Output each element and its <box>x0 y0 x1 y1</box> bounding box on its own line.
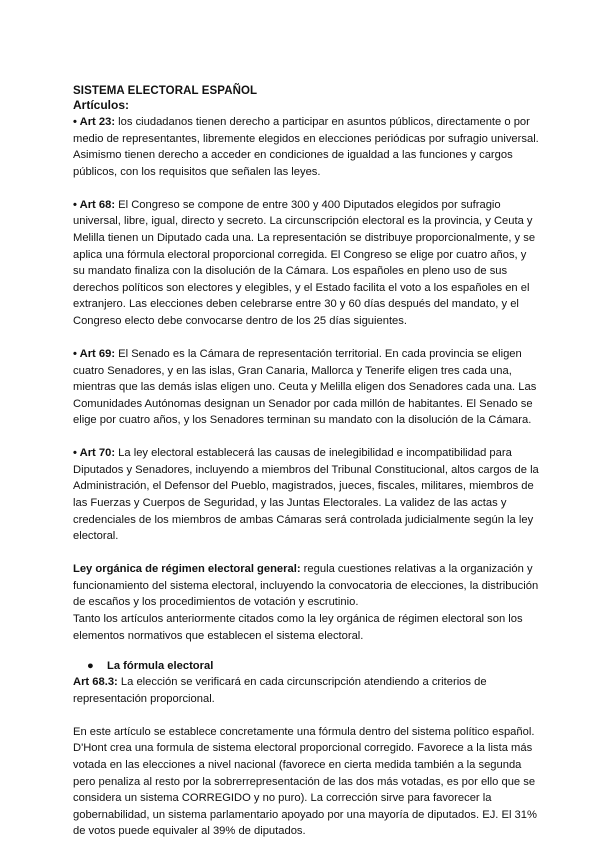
ley-organica-label: Ley orgánica de régimen electoral general: <box>73 563 301 576</box>
final-paragraph: En este artículo se establece concretamente una fórmula dentro del sistema político español. D'Hont crea una formula de sistema electoral proporcional corregido. Favorece a la lista más votada en las elecciones a nivel nacional (favorece en cierta medida también a la segunda pero penaliza al resto por la sobrerrepresentación de las dos más votadas, es por ello que se considera un sistema CORREGIDO y no puro). La corrección sirve para favorecer la gobernabilidad, un sistema parlamentario apoyado por una mayoría de diputados. EJ. El 31% de votos puede equivaler al 39% de diputados. <box>73 725 537 838</box>
section-subtitle: Artículos: <box>73 98 130 112</box>
article-70-label: • Art 70: <box>73 447 116 460</box>
article-23-label: • Art 23: <box>73 116 116 128</box>
article-69-text: El Senado es la Cámara de representación territorial. En cada provincia se eligen cuatro Senadores, y en las islas, Gran Canaria, Mallorca y Tenerife eligen tres cada una, mientras que las demás islas eligen uno. Ceuta y Melilla eligen dos Senadores cada una. Las Comunidades Autónomas designan un Senador por cada millón de habitantes. El Senado se elige por cuatro años, y los Senadores terminan su mandato con la disolución de la Cámara. <box>73 347 537 427</box>
article-68-3 <box>73 674 540 707</box>
article-68-text: El Congreso se compone de entre 300 y 400 Diputados elegidos por sufragio universal, libre, igual, directo y secreto. La circunscripción electoral es la provincia, y Ceuta y Melilla tienen un Diputado cada una. La representación se distribuye proporcionalmente, y se aplica una fórmula electoral proporcional corregida. El Congreso se elige por cuatro años, y su mandato finaliza con la disolución de la Cámara. Los españoles en pleno uso de sus derechos políticos son electores y elegibles, y el Estado facilita el voto a los españoles en el extranjero. Las elecciones deben celebrarse entre 30 y 60 días después del mandato, y el Congreso electo debe convocarse dentro de los 25 días siguientes. <box>73 198 536 327</box>
formula-heading-text: La fórmula electoral <box>107 660 214 673</box>
article-68-label: • Art 68: <box>73 198 116 211</box>
article-23-text: los ciudadanos tienen derecho a participar en asuntos públicos, directamente o por medio de representantes, libremente elegidos en elecciones periódicas por sufragio universal. Asimismo tienen derecho a acceder en condiciones de igualdad a las funciones y cargos públicos, con los requisitos que señalen las leyes. <box>73 116 539 178</box>
article-68-3-label: Art 68.3: <box>73 676 118 689</box>
formula-heading <box>73 659 540 674</box>
article-68-3-text: La elección se verificará en cada circunscripción atendiendo a criterios de representación proporcional. <box>73 676 487 705</box>
page-title: SISTEMA ELECTORAL ESPAÑOL <box>73 85 258 97</box>
ley-organica-paragraph <box>73 561 540 611</box>
ley-organica-text: regula cuestiones relativas a la organización y funcionamiento del sistema electoral, incluyendo la convocatoria de elecciones, la distribución de escaños y los procedimientos de votación y escrutinio. <box>73 563 539 609</box>
summary-paragraph: Tanto los artículos anteriormente citados como la ley orgánica de régimen electoral son los elementos normativos que establecen el sistema electoral. <box>73 613 523 642</box>
article-70 <box>73 445 540 545</box>
article-70-text: La ley electoral establecerá las causas de inelegibilidad e incompatibilidad para Diputados y Senadores, incluyendo a miembros del Tribunal Constitucional, altos cargos de la Administración, el Defensor del Pueblo, magistrados, jueces, fiscales, militares, miembros de las Fuerzas y Cuerpos de Seguridad, y las Juntas Electorales. La validez de las actas y credenciales de los miembros de ambas Cámaras será controlada judicialmente según la ley electoral. <box>73 447 539 543</box>
article-23 <box>73 114 540 180</box>
article-69-label: • Art 69: <box>73 347 116 360</box>
article-68 <box>73 197 540 330</box>
bullet-dot-icon: ● <box>87 660 94 673</box>
article-69 <box>73 346 540 429</box>
